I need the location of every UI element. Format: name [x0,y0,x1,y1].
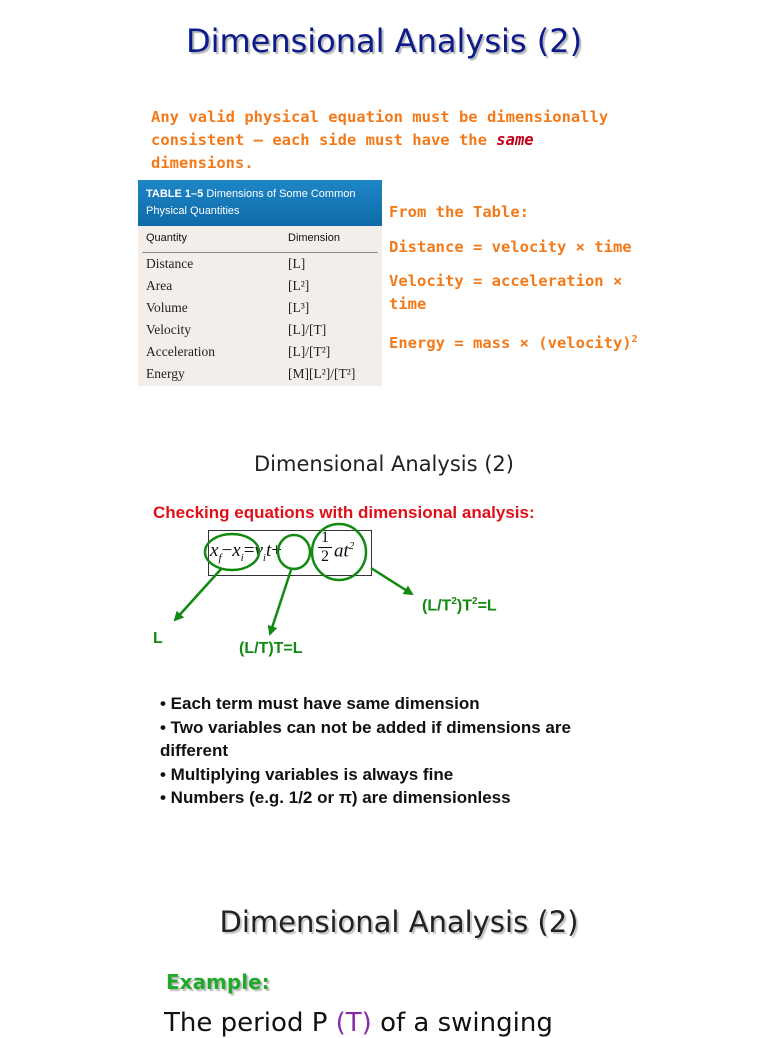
intro-part1: Any valid physical equation must be dimensionally consistent – each side must have the [151,108,609,149]
label-L: L [153,630,163,647]
eq-frac-den: 2 [318,547,332,566]
table-row-quantity: Distance [146,256,194,271]
table-row-dimension: [L] [288,256,306,271]
table-caption-text: Dimensions of Some Common Physical Quantities [146,188,356,217]
table-row-quantity: Area [146,278,173,293]
label-LT: (L/T)T=L [239,640,303,657]
bullet-item: • Two variables can not be added if dimensions are different [160,717,571,760]
circle-vt [278,535,310,569]
eq-minus: − [221,540,233,561]
intro-same: same [496,131,534,149]
relation-velocity-line2: time [389,295,427,313]
slide3-text-a: The period P [164,1008,336,1038]
arrow-to-L [175,568,222,620]
label-LT2-b: )T [456,597,472,615]
from-table-heading: From the Table: [389,203,529,221]
example-label: Example: [166,970,270,994]
table-caption-label: TABLE 1–5 [146,188,204,200]
relation-energy-sup: 2 [631,334,638,345]
eq-x: x [210,540,219,561]
slide1-title: Dimensional Analysis (2) [185,22,583,60]
label-LT2 [422,596,497,615]
label-LT2-c: =L [477,597,497,615]
intro-part2: dimensions. [151,154,254,172]
slide3-text-c: of a swinging [371,1008,553,1038]
eq-at: at [334,540,349,562]
bullet-list [160,692,620,810]
slide3-title: Dimensional Analysis (2) [219,905,579,939]
table-row-dimension: [L]/[T²] [288,344,331,359]
eq-sub-i: i [240,551,244,564]
relation-energy-text: Energy = mass × (velocity) [389,334,632,353]
slide3-text-b: (T) [335,1008,372,1038]
eq-sub-vi: i [262,551,266,564]
bullet-item: • Each term must have same dimension [160,694,480,713]
eq-at-sup: 2 [348,540,355,552]
table-row-quantity: Acceleration [146,344,215,359]
relation-velocity-line1: Velocity = acceleration × [389,272,623,290]
eq-v: v [254,540,263,561]
eq-equals: = [243,540,255,561]
label-LT2-sup1: 2 [451,596,457,607]
table-col-quantity: Quantity [146,232,187,244]
eq-x2: x [232,540,241,561]
table-row-quantity: Velocity [146,322,191,337]
bullet-item: • Numbers (e.g. 1/2 or π) are dimensionless [160,788,511,807]
eq-sub-f: f [218,551,222,564]
label-LT2-sup2: 2 [472,596,478,607]
table-col-dimension: Dimension [288,232,340,244]
table-row-dimension: [M][L²]/[T²] [288,366,356,381]
eq-frac-num: 1 [321,529,329,546]
eq-plus: + [271,540,282,561]
circle-at2 [312,524,366,580]
circle-lhs [205,534,259,570]
slide3-body-text [164,1008,553,1038]
checking-heading: Checking equations with dimensional analysis: [153,503,535,522]
arrow-to-LT [270,570,291,634]
arrow-to-LT2 [371,568,412,594]
relation-distance: Distance = velocity × time [389,238,632,256]
table-row-dimension: [L²] [288,278,310,293]
eq-t: t [265,540,272,561]
table-row-dimension: [L³] [288,300,310,315]
label-LT2-a: (L/T [422,597,452,615]
slide2-title: Dimensional Analysis (2) [254,452,514,476]
bullet-item: • Multiplying variables is always fine [160,764,454,784]
table-row-dimension: [L]/[T] [288,322,327,337]
table-row-quantity: Volume [146,300,188,315]
table-row-quantity: Energy [146,366,185,381]
